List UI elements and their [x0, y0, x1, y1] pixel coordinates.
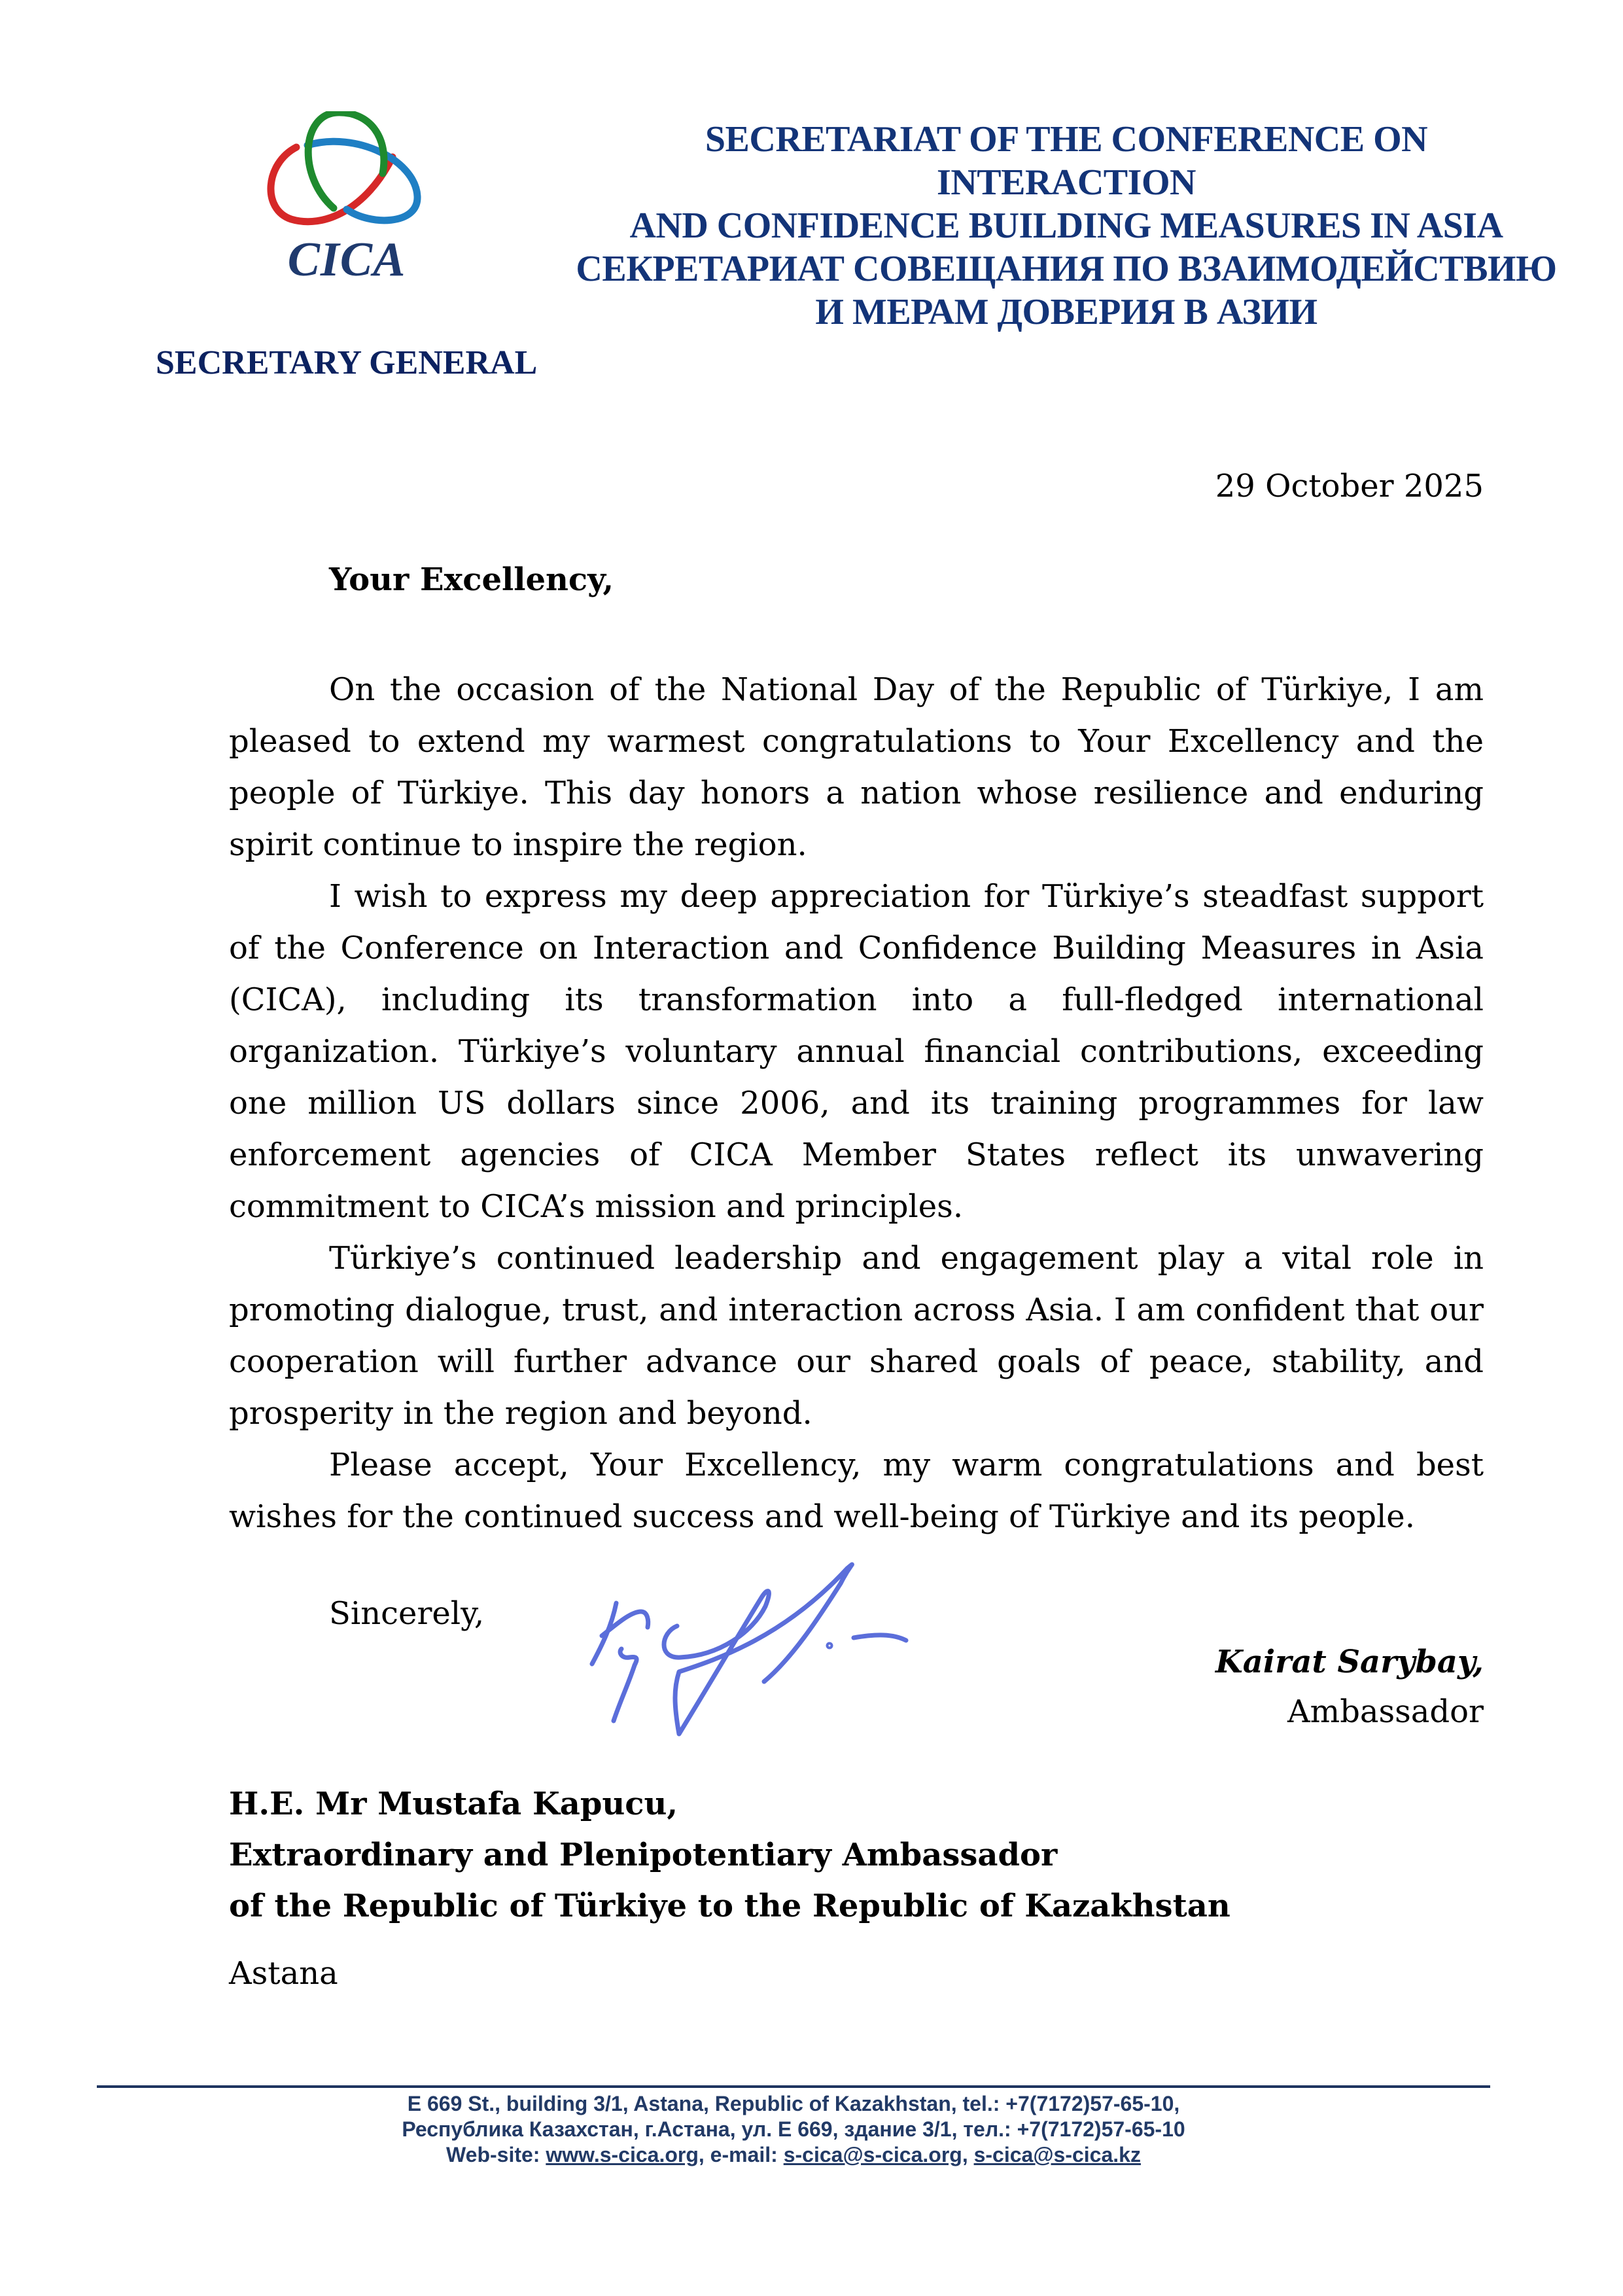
body-paragraph: Türkiye’s continued leadership and engagement play a vital role in promoting dialogue, trust, and interaction across Asia. I am confident that our cooperation will further advance our shared goals of peace, stability, and prosperity in the region and beyond.	[229, 1240, 1484, 1432]
signer-title: Ambassador	[1287, 1693, 1484, 1730]
addressee-city: Astana	[229, 1955, 338, 1992]
logo-wordmark: CICA	[287, 233, 406, 287]
website-label: Web-site:	[446, 2143, 546, 2166]
title-ru-line2: И МЕРАМ ДОВЕРИЯ В АЗИИ	[815, 292, 1318, 332]
separator: ,	[962, 2143, 974, 2166]
email-link-kz[interactable]: s-cica@s-cica.kz	[973, 2143, 1141, 2166]
body-paragraph: On the occasion of the National Day of the Republic of Türkiye, I am pleased to extend my warmest congratulations to Your Excellency and the people of Türkiye. This day honors a nation whose resilience and enduring spirit continue to inspire the region.	[229, 671, 1484, 863]
signature-icon	[582, 1561, 1184, 1757]
email-link-org[interactable]: s-cica@s-cica.org	[783, 2143, 962, 2166]
footer-address-ru: Республика Казахстан, г.Астана, ул. Е 669, здание 3/1, тел.: +7(7172)57-65-10	[402, 2117, 1185, 2141]
letterhead-title-ru	[576, 247, 1557, 334]
salutation: Your Excellency,	[329, 561, 614, 598]
body-paragraph: I wish to express my deep appreciation for Türkiye’s steadfast support of the Conference on Interaction and Confidence Building Measures in Asia (CICA), including its transformation into a full-fledged international organization. Türkiye’s voluntary annual financial contributions, exceeding one million US dollars since 2006, and its training programmes for law enforcement agencies of CICA Member States reflect its unwavering commitment to CICA’s mission and principles.	[229, 878, 1484, 1225]
addressee-title-cont: of the Republic of Türkiye to the Republic of Kazakhstan	[229, 1888, 1230, 1924]
cica-logo-icon	[258, 111, 432, 242]
footer-divider	[97, 2085, 1490, 2088]
email-label: , e-mail:	[698, 2143, 784, 2166]
letter-date: 29 October 2025	[1215, 468, 1484, 504]
addressee-name: H.E. Mr Mustafa Kapucu,	[229, 1786, 678, 1822]
addressee-title: Extraordinary and Plenipotentiary Ambassador	[229, 1837, 1058, 1873]
letter-body	[229, 664, 1484, 1543]
letterhead-title-en	[576, 118, 1557, 247]
website-link[interactable]: www.s-cica.org	[546, 2143, 699, 2166]
signer-name: Kairat Sarybay,	[1215, 1644, 1484, 1680]
closing: Sincerely,	[329, 1595, 485, 1632]
footer-contacts	[97, 2142, 1490, 2168]
footer	[97, 2091, 1490, 2168]
title-en-line2: AND CONFIDENCE BUILDING MEASURES IN ASIA	[629, 205, 1503, 246]
body-paragraph: Please accept, Your Excellency, my warm congratulations and best wishes for the continued success and well-being of Türkiye and its people.	[229, 1447, 1484, 1535]
office-title: SECRETARY GENERAL	[156, 344, 538, 381]
title-ru-line1: СЕКРЕТАРИАТ СОВЕЩАНИЯ ПО ВЗАИМОДЕЙСТВИЮ	[576, 249, 1557, 289]
title-en-line1: SECRETARIAT OF THE CONFERENCE ON INTERACTION	[705, 119, 1428, 203]
footer-address-en: E 669 St., building 3/1, Astana, Republic of Kazakhstan, tel.: +7(7172)57-65-10,	[407, 2092, 1180, 2115]
addressee-block	[229, 1778, 1230, 1932]
